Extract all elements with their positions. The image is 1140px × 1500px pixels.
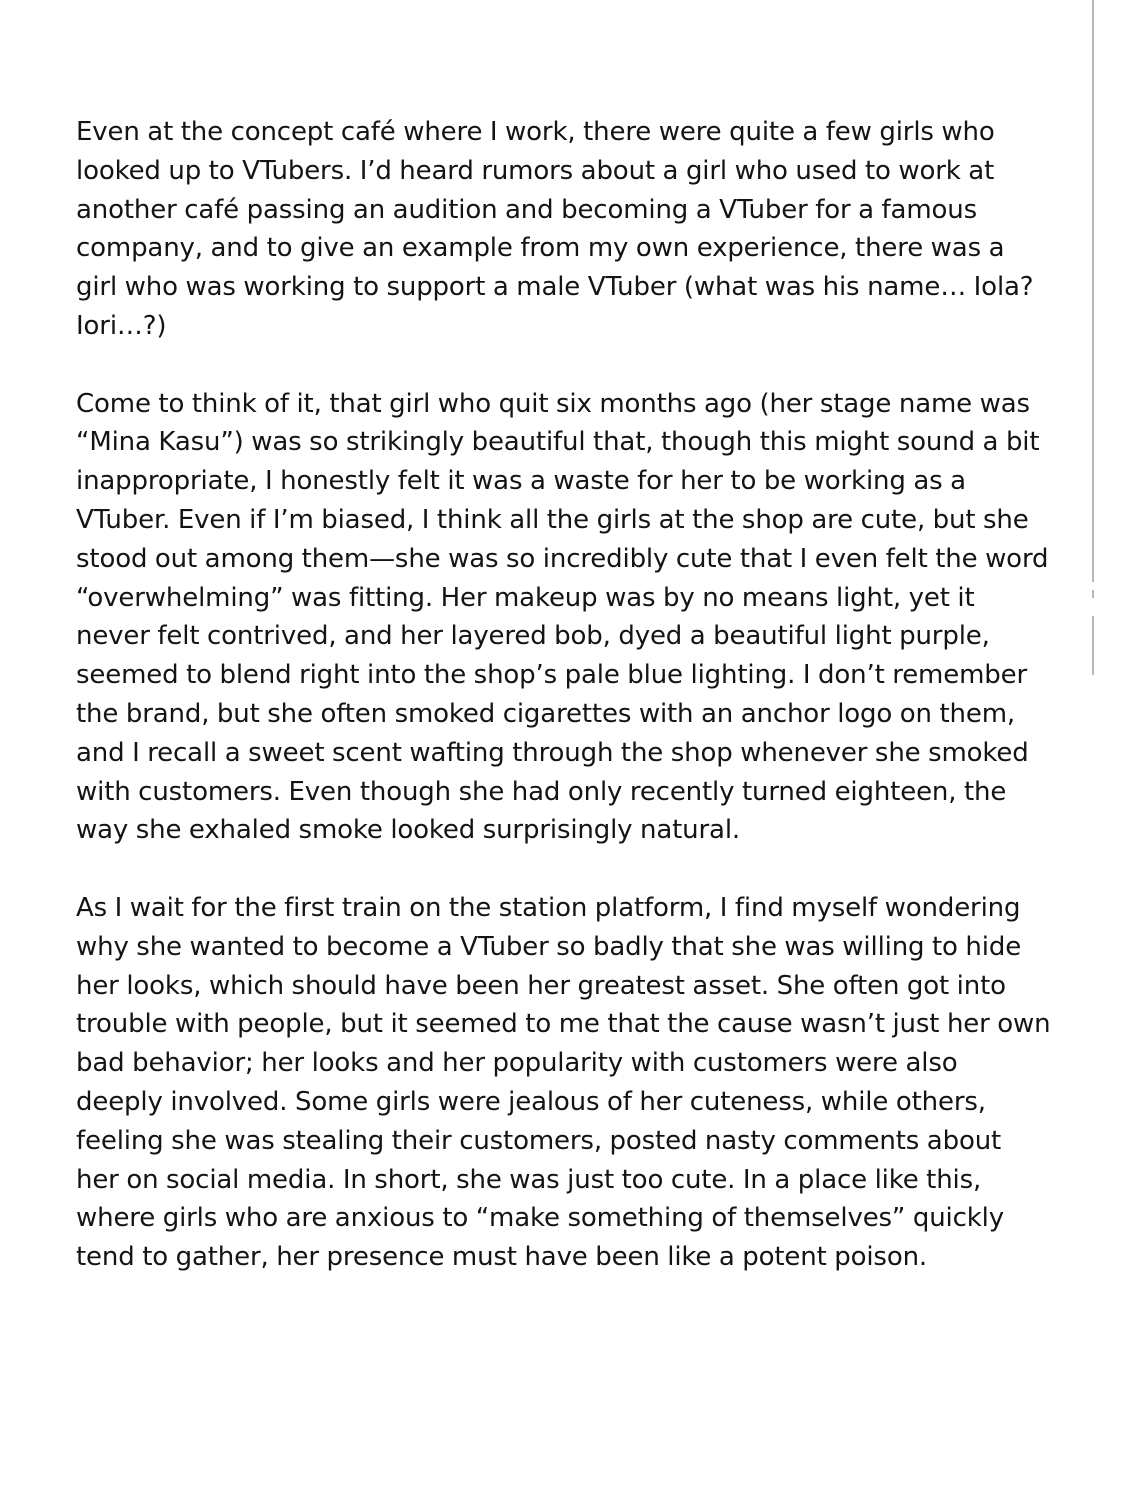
paragraph-2: Come to think of it, that girl who quit six months ago (her stage name was “Mina Kasu”) was so strikingly beautiful that, though this might sound a bit inappropriate, I honestly felt it was a waste for her to be working as a VTuber. Even if I’m biased, I think all the girls at the shop are cute, but she stood out among them—she was so incredibly cute that I even felt the word “overwhelming” was fitting. Her makeup was by no means light, yet it never felt contrived, and her layered bob, dyed a beautiful light purple, seemed to blend right into the shop’s pale blue lighting. I don’t remember the brand, but she often smoked cigarettes with an anchor logo on them, and I recall a sweet scent wafting through the shop whenever she smoked with customers. Even though she had only recently turned eighteen, the way she exhaled smoke looked surprisingly natural. [76, 388, 1049, 846]
scrollbar-track[interactable] [1092, 0, 1094, 675]
scrollbar-gap [1092, 582, 1094, 590]
scrollbar-gap [1092, 598, 1094, 616]
paragraph-3: As I wait for the first train on the station platform, I find myself wondering why she wanted to become a VTuber so badly that she was willing to hide her looks, which should have been her greatest asset. She often got into trouble with people, but it seemed to me that the cause wasn’t just her own bad behavior; her looks and her popularity with customers were also deeply involved. Some girls were jealous of her cuteness, while others, feeling she was stealing their customers, posted nasty comments about her on social media. In short, she was just too cute. In a place like this, where girls who are anxious to “make something of themselves” quickly tend to gather, her presence must have been like a potent poison. [76, 892, 1051, 1273]
paragraph-1: Even at the concept café where I work, there were quite a few girls who looked up to VTubers. I’d heard rumors about a girl who used to work at another café passing an audition and becoming a VTuber for a famous company, and to give an example from my own experience, there was a girl who was working to support a male VTuber (what was his name… Iola? Iori…?) [76, 117, 1034, 341]
document-body [76, 113, 1051, 1277]
